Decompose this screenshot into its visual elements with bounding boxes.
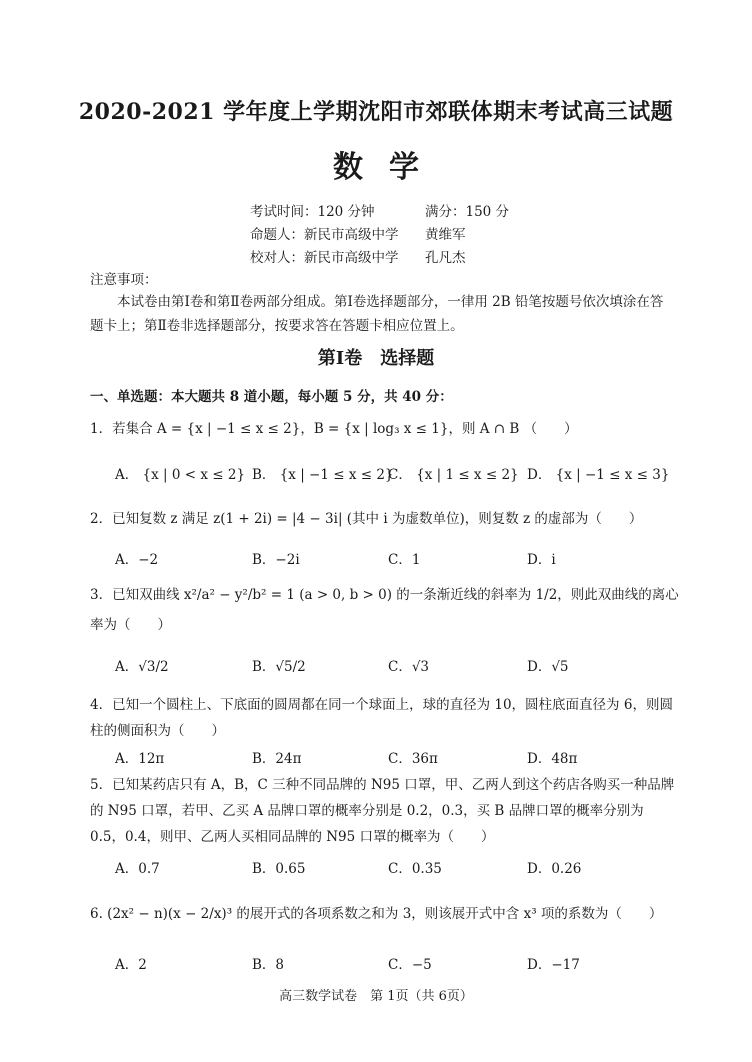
page-footer: 高三数学试卷 第 1页（共 6页） — [279, 989, 473, 1004]
question-3: 3．已知双曲线 x²/a² − y²/b² = 1 (a > 0, b > 0) 的一条渐近线的斜率为 1/2，则此双曲线的离心率为（ ） — [90, 587, 679, 633]
q4-option-a: A．12π — [115, 751, 165, 767]
exam-title: 2020-2021 学年度上学期沈阳市郊联体期末考试高三试题 — [78, 99, 674, 125]
checker-row — [250, 246, 466, 266]
q3-option-c: C．√3 — [388, 659, 430, 675]
checker-name: 孔凡杰 — [425, 250, 466, 266]
q2-option-a: A．−2 — [115, 552, 159, 568]
q6-option-a: A．2 — [115, 957, 147, 973]
q4-option-c: C．36π — [388, 751, 438, 767]
q2-option-c: C．1 — [388, 552, 421, 568]
question-4: 4．已知一个圆柱上、下底面的圆周都在同一个球面上，球的直径为 10，圆柱底面直径为 6，则圆柱的侧面积为（ ） — [90, 697, 673, 739]
q3-option-b: B．√5/2 — [252, 659, 306, 675]
q4-option-d: D．48π — [527, 751, 578, 767]
question-1: 1．若集合 A = {x | −1 ≤ x ≤ 2}，B = {x | log₃ x ≤ 1}，则 A ∩ B （ ） — [90, 421, 578, 437]
q4-option-b: B．24π — [252, 751, 302, 767]
setter-name: 黄维军 — [425, 227, 466, 243]
part-one-heading: 第Ⅰ卷 选择题 — [317, 348, 435, 369]
full-score: 满分：150 分 — [425, 204, 510, 220]
notice-text: 本试卷由第Ⅰ卷和第Ⅱ卷两部分组成。第Ⅰ卷选择题部分，一律用 2B 铅笔按题号依次填涂在答题卡上；第Ⅱ卷非选择题部分，按要求答在答题卡相应位置上。 — [90, 294, 664, 334]
q6-option-d: D．−17 — [527, 957, 580, 973]
q1-option-b: B． {x | −1 ≤ x ≤ 2} — [252, 467, 394, 483]
exam-time-row — [250, 200, 510, 220]
subject-title: 数学 — [333, 150, 445, 185]
checker-label: 校对人：新民市高级中学 — [250, 250, 399, 266]
question-6: 6. (2x² − n)(x − 2/x)³ 的展开式的各项系数之和为 3，则该展开式中含 x³ 项的系数为（ ） — [90, 906, 663, 922]
q1-option-c: C． {x | 1 ≤ x ≤ 2} — [388, 467, 519, 483]
section-heading: 一、单选题：本大题共 8 道小题，每小题 5 分，共 40 分： — [90, 389, 453, 405]
q5-option-d: D．0.26 — [527, 861, 582, 877]
notice-heading: 注意事项： — [90, 272, 158, 288]
q6-option-c: C．−5 — [388, 957, 432, 973]
q3-option-a: A．√3/2 — [115, 659, 169, 675]
q1-option-d: D． {x | −1 ≤ x ≤ 3} — [527, 467, 670, 483]
setter-row — [250, 223, 466, 243]
q5-option-b: B．0.65 — [252, 861, 306, 877]
q1-option-a: A． {x | 0 < x ≤ 2} — [115, 467, 246, 483]
q2-option-d: D．i — [527, 552, 556, 568]
q2-option-b: B．−2i — [252, 552, 300, 568]
question-5: 5．已知某药店只有 A，B，C 三种不同品牌的 N95 口罩，甲、乙两人到这个药店各购买一种品牌的 N95 口罩，若甲、乙买 A 品牌口罩的概率分别是 0.2，0.3，买 B 品牌口罩的概率分别为 0.5，0.4，则甲、乙两人买相同品牌的 N95 口罩的概率为（ ） — [90, 777, 675, 845]
q3-option-d: D．√5 — [527, 659, 569, 675]
q5-option-a: A．0.7 — [115, 861, 160, 877]
q6-option-b: B．8 — [252, 957, 285, 973]
setter-label: 命题人：新民市高级中学 — [250, 227, 399, 243]
q5-option-c: C．0.35 — [388, 861, 442, 877]
exam-time: 考试时间：120 分钟 — [250, 204, 375, 220]
question-2: 2．已知复数 z 满足 z(1 + 2i) = |4 − 3i| (其中 i 为虚数单位)，则复数 z 的虚部为（ ） — [90, 511, 643, 527]
